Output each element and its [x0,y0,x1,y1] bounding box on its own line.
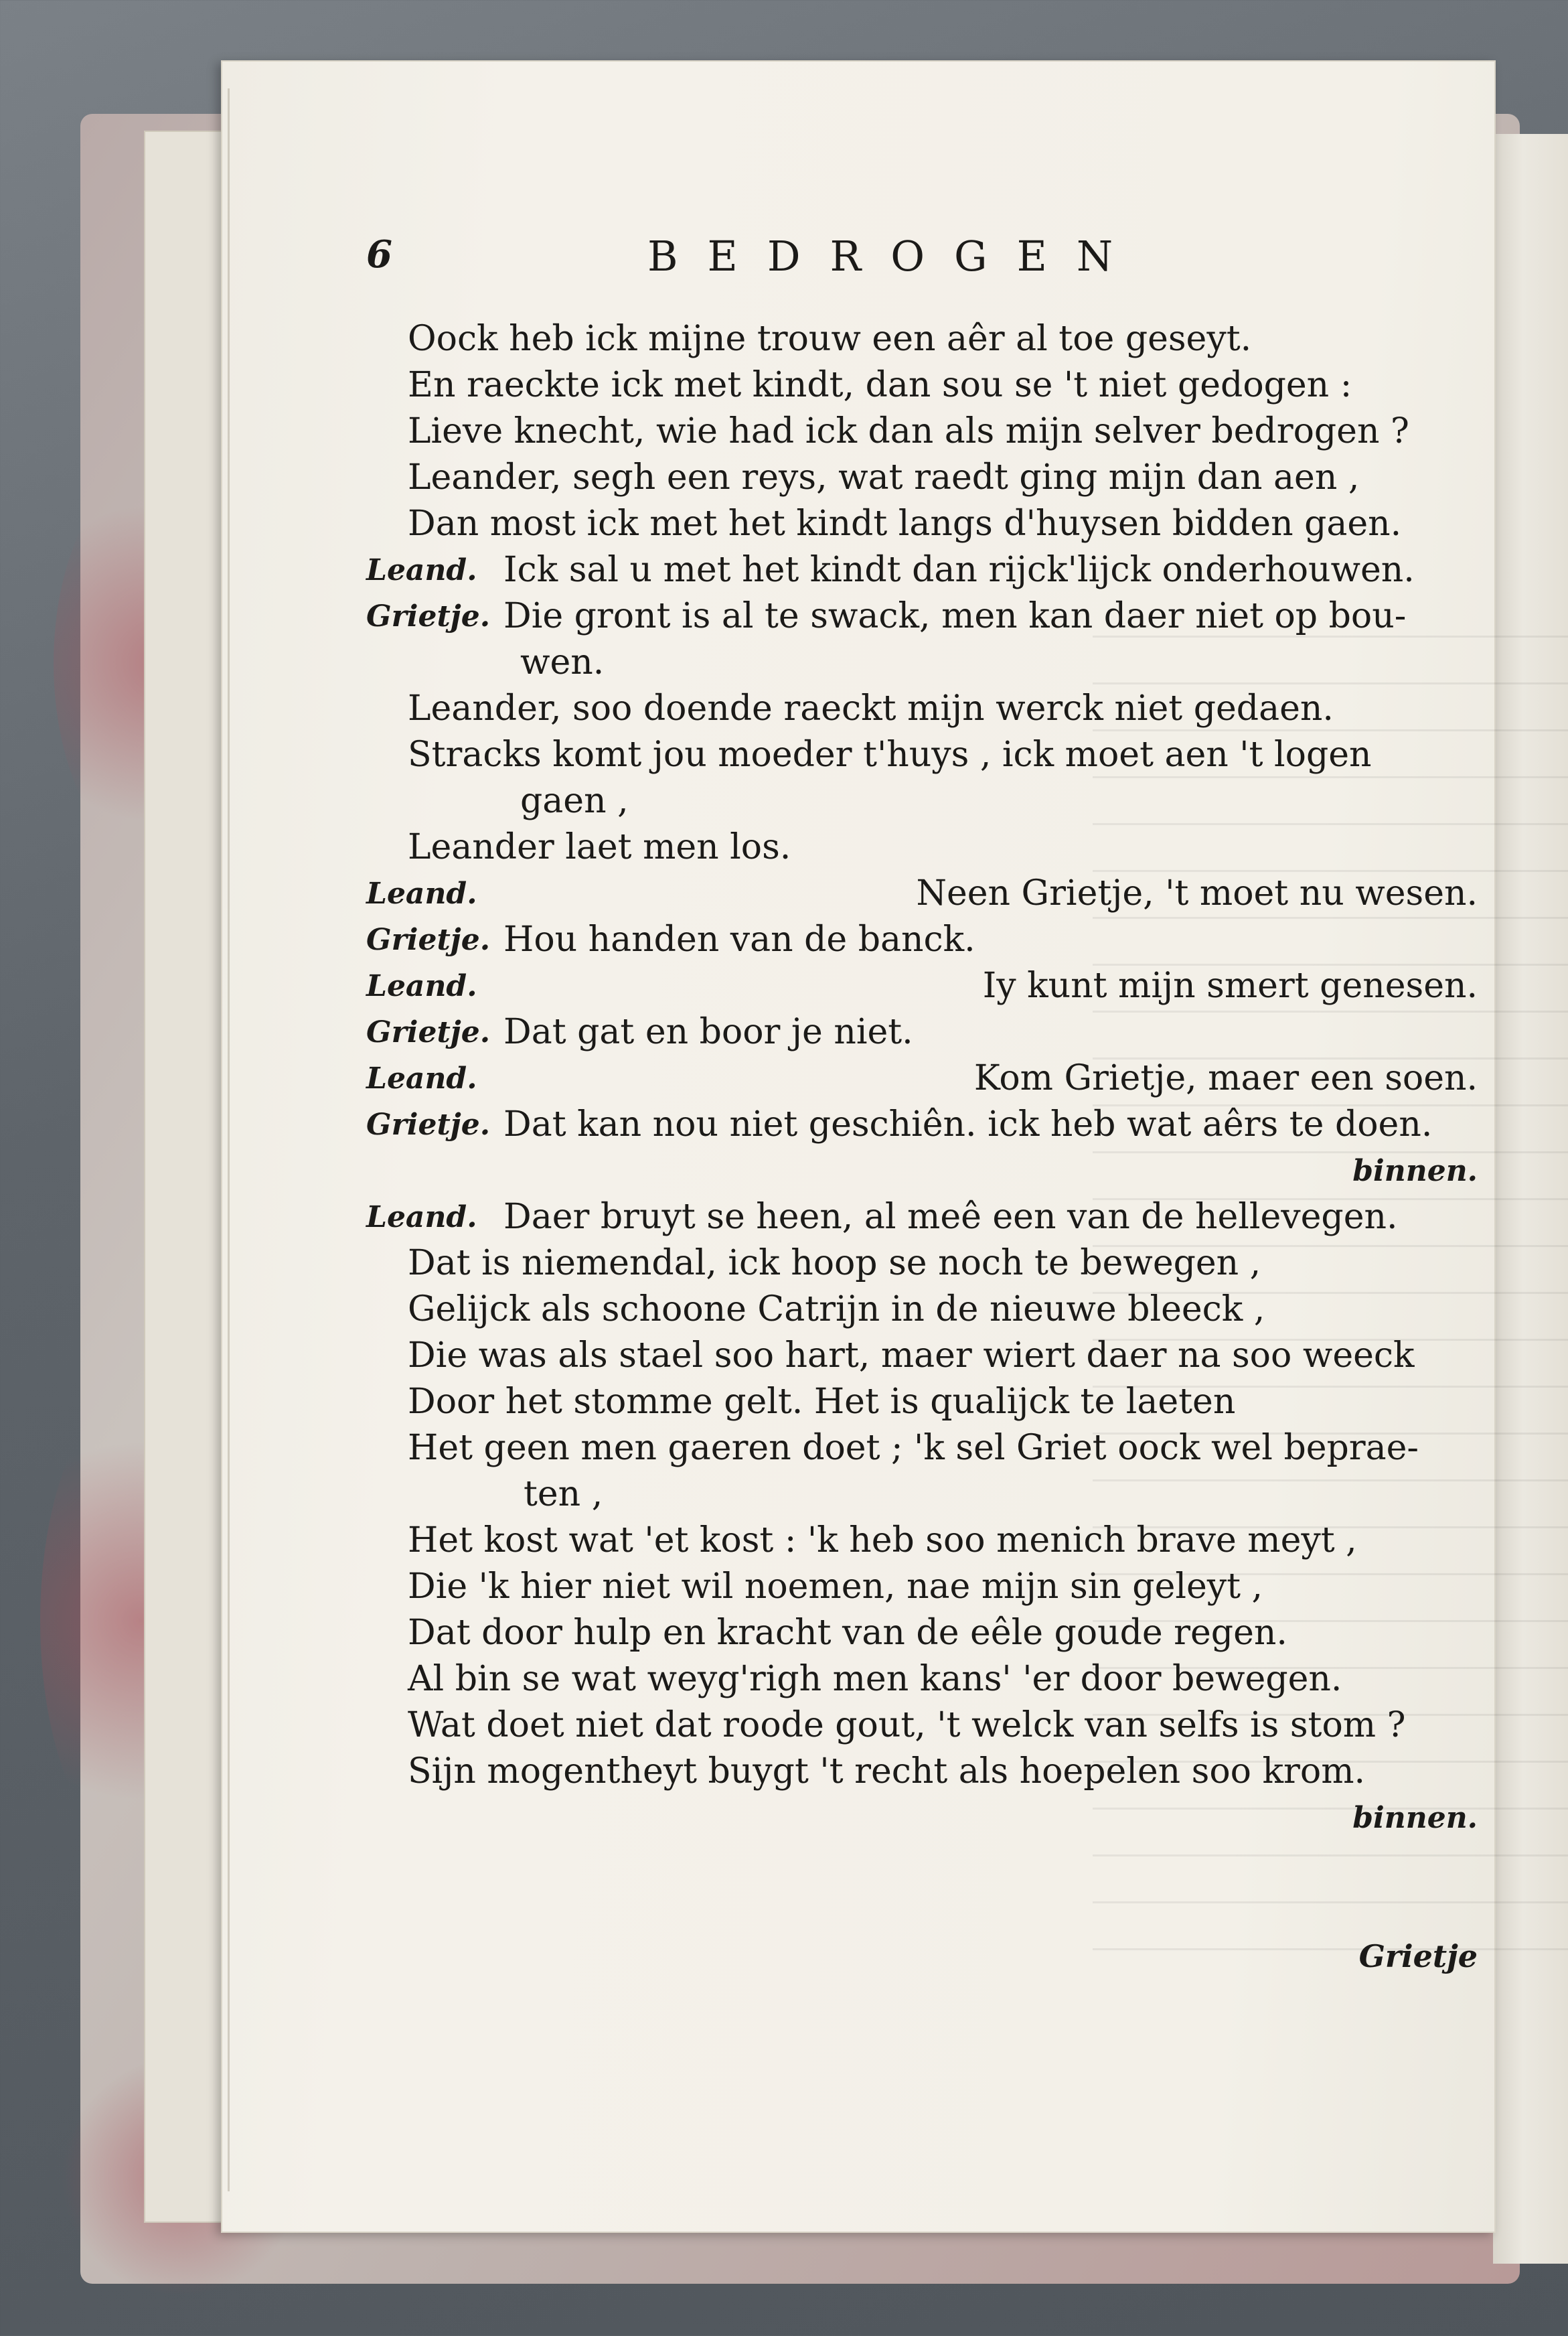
page-number: 6 [366,232,392,277]
verse-line [366,778,1478,824]
running-head: BEDROGEN [647,232,1143,281]
line-text: Dan most ick met het kindt langs d'huysen bidden gaen. [408,504,1402,544]
verse-line [366,686,1478,732]
line-text: En raeckte ick met kindt, dan sou se 't niet gedogen : [408,365,1352,405]
verse-line [366,409,1478,455]
verse-line [366,1148,1478,1194]
verse-line [366,1333,1478,1379]
verse-line [366,316,1478,362]
page-fold-line [228,88,230,2191]
catchword-row [366,1938,1478,1992]
speaker-label: Grietje. [366,599,491,634]
verse-line [366,1795,1478,1841]
line-text: Daer bruyt se heen, al meê een van de hellevegen. [503,1197,1398,1237]
printed-page [221,60,1496,2233]
line-text: Dat is niemendal, ick hoop se noch te bewegen , [408,1243,1261,1283]
verse-line [366,1009,1478,1055]
text-block [366,232,1478,1992]
verse-line [366,1194,1478,1240]
verse-line [366,824,1478,871]
speaker-label: Grietje. [366,1015,491,1049]
verse-line [366,640,1478,686]
stage-direction: binnen. [1352,1154,1478,1188]
stage-direction: binnen. [1352,1801,1478,1835]
verse-line [366,1102,1478,1148]
line-text: Oock heb ick mijne trouw een aêr al toe geseyt. [408,319,1252,359]
verse-line [366,593,1478,640]
verse-line [366,917,1478,963]
speaker-label: Leand. [366,1062,477,1096]
line-text: Dat door hulp en kracht van de eêle goude regen. [408,1613,1287,1653]
verse-line [366,1518,1478,1564]
line-text: Kom Grietje, maer een soen. [973,1058,1478,1098]
line-text: wen. [520,642,605,682]
verse-line [366,732,1478,778]
verse-lines [366,316,1478,1841]
line-text: Neen Grietje, 't moet nu wesen. [916,873,1478,914]
line-text: Al bin se wat weyg'righ men kans' 'er door bewegen. [408,1659,1342,1699]
verse-line [366,547,1478,593]
speaker-label: Leand. [366,553,477,587]
speaker-label: Leand. [366,1200,477,1234]
line-text: gaen , [520,781,629,821]
line-text: Dat kan nou niet geschiên. ick heb wat aêrs te doen. [503,1104,1433,1145]
speaker-label: Grietje. [366,1108,491,1142]
verse-line [366,1379,1478,1425]
speaker-label: Leand. [366,877,477,911]
verse-line [366,501,1478,547]
verse-line [366,963,1478,1009]
line-text: Leander laet men los. [408,827,791,867]
line-text: Gelijck als schoone Catrijn in de nieuwe bleeck , [408,1289,1265,1329]
verse-line [366,1610,1478,1656]
line-text: Die was als stael soo hart, maer wiert daer na soo weeck [408,1335,1415,1376]
line-text: Iy kunt mijn smert genesen. [982,966,1478,1006]
line-text: Hou handen van de banck. [503,920,975,960]
verse-line [366,1471,1478,1518]
verse-line [366,1564,1478,1610]
line-text: Door het stomme gelt. Het is qualijck te laeten [408,1382,1236,1422]
line-text: ten , [524,1474,603,1514]
verse-line [366,871,1478,917]
verse-line [366,1055,1478,1102]
verse-line [366,1702,1478,1749]
catchword: Grietje [1358,1938,1478,1974]
verse-line [366,362,1478,409]
line-text: Sijn mogentheyt buygt 't recht als hoepelen soo krom. [408,1751,1366,1792]
line-text: Het kost wat 'et kost : 'k heb soo menich brave meyt , [408,1520,1357,1560]
line-text: Leander, segh een reys, wat raedt ging mijn dan aen , [408,457,1360,498]
verse-line [366,1240,1478,1287]
verse-line [366,1425,1478,1471]
page-header [366,232,1478,316]
line-text: Dat gat en boor je niet. [503,1012,913,1052]
line-text: Het geen men gaeren doet ; 'k sel Griet oock wel beprae- [408,1428,1419,1468]
verse-line [366,1656,1478,1702]
verse-line [366,1749,1478,1795]
line-text: Leander, soo doende raeckt mijn werck niet gedaen. [408,688,1334,729]
verse-line [366,1287,1478,1333]
verse-line [366,455,1478,501]
line-text: Wat doet niet dat roode gout, 't welck van selfs is stom ? [408,1705,1406,1745]
line-text: Die gront is al te swack, men kan daer niet op bou- [503,596,1407,636]
speaker-label: Grietje. [366,923,491,957]
line-text: Lieve knecht, wie had ick dan als mijn selver bedrogen ? [408,411,1409,451]
line-text: Ick sal u met het kindt dan rijck'lijck onderhouwen. [503,550,1415,590]
speaker-label: Leand. [366,969,477,1003]
line-text: Stracks komt jou moeder t'huys , ick moet aen 't logen [408,735,1372,775]
line-text: Die 'k hier niet wil noemen, nae mijn sin geleyt , [408,1566,1263,1607]
